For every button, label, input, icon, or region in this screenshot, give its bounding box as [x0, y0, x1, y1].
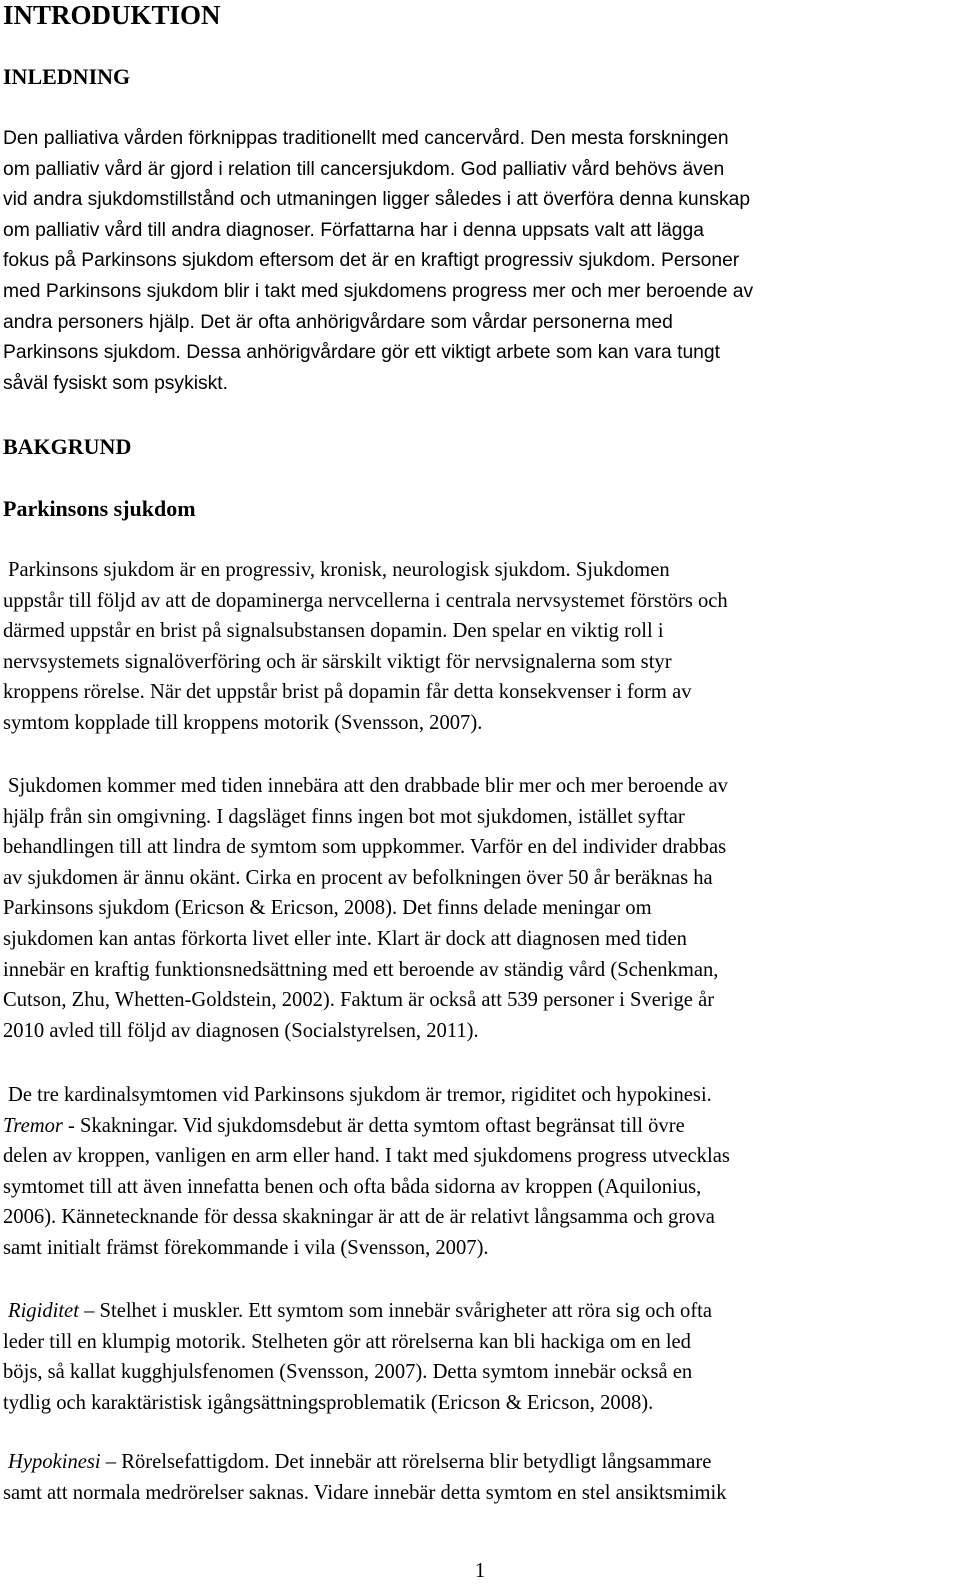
text-line: symtomet till att även innefatta benen och ofta båda sidorna av kroppen (Aquilonius, — [3, 1175, 702, 1198]
text-line: tydlig och karaktäristisk igångsättningsproblematik (Ericson & Ericson, 2008). — [3, 1391, 654, 1414]
text-line: av sjukdomen är ännu okänt. Cirka en procent av befolkningen över 50 år beräknas ha — [3, 866, 713, 889]
text-line: såväl fysiskt som psykiskt. — [3, 372, 228, 394]
section-heading-bakgrund: BAKGRUND — [3, 434, 132, 459]
text-line: Cutson, Zhu, Whetten-Goldstein, 2002). Faktum är också att 539 personer i Sverige år — [3, 989, 715, 1012]
text-line: andra personers hjälp. Det är ofta anhörigvårdare som vårdar personerna med — [3, 311, 673, 333]
intro-paragraph — [3, 124, 951, 399]
text-line: därmed uppstår en brist på signalsubstansen dopamin. Den spelar en viktig roll i — [3, 620, 664, 643]
text-line — [3, 1447, 951, 1478]
term-definition: – Rörelsefattigdom. Det innebär att rörelserna blir betydligt långsammare — [100, 1451, 712, 1473]
text-line: vid andra sjukdomstillstånd och utmaningen ligger således i att överföra denna kunskap — [3, 189, 751, 211]
paragraph-3-tremor — [3, 1080, 951, 1264]
text-line: fokus på Parkinsons sjukdom eftersom det är en kraftigt progressiv sjukdom. Personer — [3, 250, 740, 272]
text-line: böjs, så kallat kugghjulsfenomen (Svensson, 2007). Detta symtom innebär också en — [3, 1361, 693, 1384]
text-line — [3, 1296, 951, 1327]
text-line: Sjukdomen kommer med tiden innebära att den drabbade blir mer och mer beroende av — [8, 775, 728, 797]
paragraph-2 — [3, 771, 951, 1046]
term-definition: - Skakningar. Vid sjukdomsdebut är detta symtom oftast begränsat till övre — [62, 1114, 685, 1137]
text-line: samt att normala medrörelser saknas. Vidare innebär detta symtom en stel ansiktsmimik — [3, 1481, 727, 1504]
text-line: samt initialt främst förekommande i vila (Svensson, 2007). — [3, 1236, 489, 1259]
section-heading-inledning: INLEDNING — [3, 64, 131, 89]
text-line: leder till en klumpig motorik. Stelheten gör att rörelserna kan bli hackiga om en led — [3, 1330, 691, 1353]
page-number: 1 — [474, 1560, 486, 1582]
text-line: Parkinsons sjukdom är en progressiv, kronisk, neurologisk sjukdom. Sjukdomen — [8, 559, 670, 581]
paragraph-1 — [3, 555, 951, 739]
text-line — [3, 1111, 951, 1142]
text-line: om palliativ vård till andra diagnoser. Författarna har i denna uppsats valt att lägga — [3, 219, 704, 241]
text-line: De tre kardinalsymtomen vid Parkinsons sjukdom är tremor, rigiditet och hypokinesi. — [8, 1084, 712, 1106]
text-line: nervsystemets signalöverföring och är särskilt viktigt för nervsignalerna som styr — [3, 650, 672, 673]
text-line: Parkinsons sjukdom. Dessa anhörigvårdare gör ett viktigt arbete som kan vara tungt — [3, 342, 720, 364]
term-definition: – Stelhet i muskler. Ett symtom som innebär svårigheter att röra sig och ofta — [78, 1300, 713, 1322]
text-line: behandlingen till att lindra de symtom som uppkommer. Varför en del individer drabbas — [3, 836, 727, 859]
text-line: innebär en kraftig funktionsnedsättning med ett beroende av ständig vård (Schenkman, — [3, 958, 719, 981]
term-rigiditet: Rigiditet — [8, 1300, 79, 1322]
text-line: hjälp från sin omgivning. I dagsläget finns ingen bot mot sjukdomen, istället syftar — [3, 805, 685, 828]
text-line: delen av kroppen, vanligen en arm eller hand. I takt med sjukdomens progress utvecklas — [3, 1145, 730, 1168]
text-line: om palliativ vård är gjord i relation till cancersjukdom. God palliativ vård behövs även — [3, 158, 725, 180]
paragraph-5-hypokinesi — [3, 1447, 951, 1508]
text-line: 2010 avled till följd av diagnosen (Socialstyrelsen, 2011). — [3, 1019, 479, 1042]
text-line: Parkinsons sjukdom (Ericson & Ericson, 2008). Det finns delade meningar om — [3, 897, 652, 920]
term-hypokinesi: Hypokinesi — [8, 1451, 101, 1473]
text-line: symtom kopplade till kroppens motorik (Svensson, 2007). — [3, 711, 483, 734]
page-title: INTRODUKTION — [3, 0, 221, 30]
text-line: uppstår till följd av att de dopaminerga nervcellerna i centrala nervsystemet förstörs och — [3, 589, 728, 612]
text-line: Den palliativa vården förknippas traditionellt med cancervård. Den mesta forskningen — [3, 128, 729, 149]
term-tremor: Tremor — [3, 1114, 63, 1137]
text-line: sjukdomen kan antas förkorta livet eller inte. Klart är dock att diagnosen med tiden — [3, 927, 687, 950]
paragraph-4-rigiditet — [3, 1296, 951, 1418]
text-line: kroppens rörelse. När det uppstår brist på dopamin får detta konsekvenser i form av — [3, 681, 692, 704]
text-line: 2006). Kännetecknande för dessa skakningar är att de är relativt långsamma och grova — [3, 1206, 715, 1229]
text-line: med Parkinsons sjukdom blir i takt med sjukdomens progress mer och mer beroende av — [3, 280, 754, 302]
subsection-heading-parkinsons: Parkinsons sjukdom — [3, 496, 196, 521]
